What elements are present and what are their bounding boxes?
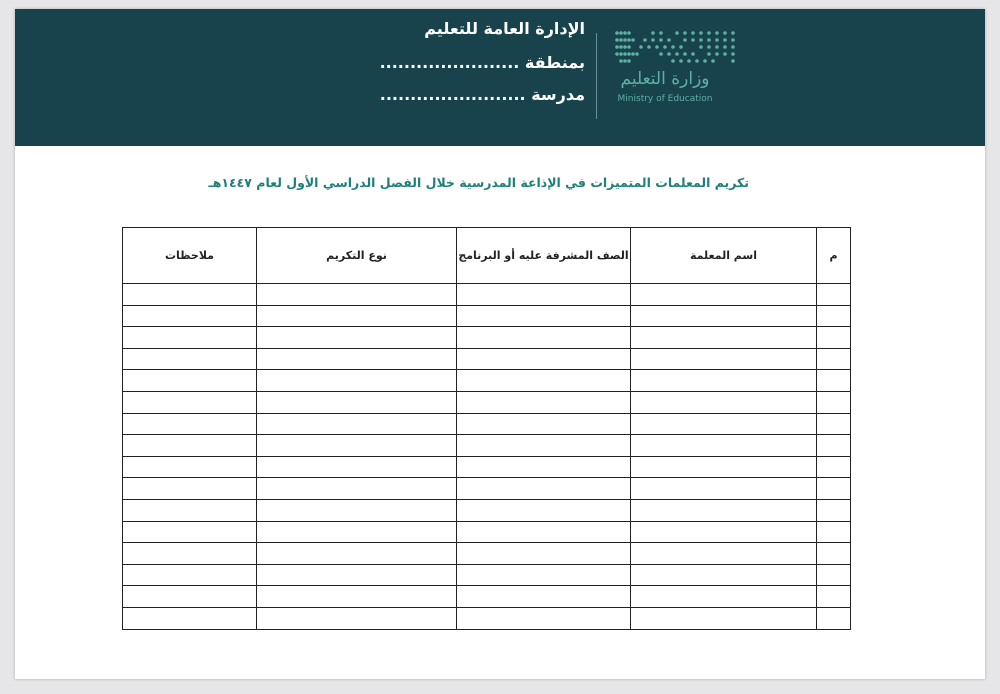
table-cell[interactable] — [817, 413, 851, 435]
table-cell[interactable] — [257, 499, 457, 521]
table-cell[interactable] — [257, 370, 457, 392]
table-row — [123, 391, 851, 413]
table-cell[interactable] — [257, 543, 457, 565]
table-cell[interactable] — [631, 284, 817, 306]
table-cell[interactable] — [457, 435, 631, 457]
table-cell[interactable] — [457, 391, 631, 413]
table-cell[interactable] — [631, 478, 817, 500]
table-row — [123, 370, 851, 392]
table-row — [123, 499, 851, 521]
header-teacher-name: اسم المعلمة — [631, 228, 817, 284]
table-cell[interactable] — [123, 607, 257, 629]
table-cell[interactable] — [123, 348, 257, 370]
table-row — [123, 564, 851, 586]
table-cell[interactable] — [817, 521, 851, 543]
table-cell[interactable] — [457, 456, 631, 478]
table-cell[interactable] — [123, 413, 257, 435]
table-cell[interactable] — [817, 391, 851, 413]
table-row — [123, 607, 851, 629]
table-cell[interactable] — [631, 456, 817, 478]
table-cell[interactable] — [257, 284, 457, 306]
table-cell[interactable] — [257, 305, 457, 327]
table-cell[interactable] — [457, 348, 631, 370]
table-cell[interactable] — [257, 391, 457, 413]
table-cell[interactable] — [817, 586, 851, 608]
table-cell[interactable] — [631, 586, 817, 608]
table-cell[interactable] — [123, 284, 257, 306]
table-cell[interactable] — [123, 543, 257, 565]
table-cell[interactable] — [457, 413, 631, 435]
table-cell[interactable] — [631, 521, 817, 543]
table-cell[interactable] — [123, 391, 257, 413]
table-cell[interactable] — [817, 543, 851, 565]
table-cell[interactable] — [123, 499, 257, 521]
table-cell[interactable] — [257, 478, 457, 500]
logo-english-text: Ministry of Education — [617, 94, 713, 104]
honor-table — [122, 227, 851, 630]
table-cell[interactable] — [817, 478, 851, 500]
table-cell[interactable] — [123, 435, 257, 457]
table-cell[interactable] — [457, 370, 631, 392]
table-cell[interactable] — [123, 305, 257, 327]
table-cell[interactable] — [457, 499, 631, 521]
table-cell[interactable] — [457, 607, 631, 629]
table-header-row — [123, 228, 851, 284]
table-row — [123, 456, 851, 478]
table-cell[interactable] — [123, 478, 257, 500]
admin-line-3: مدرسة ........................ — [379, 85, 585, 104]
header-divider — [596, 33, 597, 119]
table-cell[interactable] — [631, 370, 817, 392]
table-cell[interactable] — [631, 607, 817, 629]
table-cell[interactable] — [457, 284, 631, 306]
header-banner — [15, 9, 985, 146]
table-cell[interactable] — [817, 499, 851, 521]
table-cell[interactable] — [457, 478, 631, 500]
table-cell[interactable] — [123, 564, 257, 586]
table-cell[interactable] — [123, 521, 257, 543]
table-cell[interactable] — [257, 327, 457, 349]
table-cell[interactable] — [817, 456, 851, 478]
table-cell[interactable] — [631, 413, 817, 435]
table-cell[interactable] — [631, 499, 817, 521]
table-cell[interactable] — [257, 456, 457, 478]
table-cell[interactable] — [123, 370, 257, 392]
table-row — [123, 586, 851, 608]
table-row — [123, 413, 851, 435]
table-cell[interactable] — [631, 327, 817, 349]
header-honor-type: نوع التكريم — [257, 228, 457, 284]
table-row — [123, 348, 851, 370]
table-cell[interactable] — [257, 607, 457, 629]
table-cell[interactable] — [123, 586, 257, 608]
document-title: تكريم المعلمات المتميزات في الإذاعة المدرسية خلال الفصل الدراسي الأول لعام ١٤٤٧هـ — [208, 175, 749, 190]
table-cell[interactable] — [817, 370, 851, 392]
table-cell[interactable] — [817, 564, 851, 586]
table-cell[interactable] — [123, 456, 257, 478]
table-cell[interactable] — [817, 348, 851, 370]
table-cell[interactable] — [257, 348, 457, 370]
table-row — [123, 435, 851, 457]
table-row — [123, 284, 851, 306]
document-page — [15, 9, 985, 679]
table-row — [123, 543, 851, 565]
table-cell[interactable] — [817, 284, 851, 306]
table-cell[interactable] — [817, 327, 851, 349]
table-cell[interactable] — [631, 305, 817, 327]
table-cell[interactable] — [457, 305, 631, 327]
table-cell[interactable] — [123, 327, 257, 349]
table-row — [123, 305, 851, 327]
table-cell[interactable] — [457, 543, 631, 565]
admin-line-1: الإدارة العامة للتعليم — [424, 19, 585, 38]
table-row — [123, 478, 851, 500]
table-cell[interactable] — [631, 564, 817, 586]
table-cell[interactable] — [457, 586, 631, 608]
table-cell[interactable] — [257, 586, 457, 608]
table-row — [123, 327, 851, 349]
table-cell[interactable] — [257, 413, 457, 435]
table-cell[interactable] — [631, 348, 817, 370]
header-class-program: الصف المشرفة عليه أو البرنامج — [457, 228, 631, 284]
table-cell[interactable] — [631, 435, 817, 457]
logo-arabic-text: وزارة التعليم — [620, 69, 710, 89]
table-cell[interactable] — [257, 564, 457, 586]
header-number: م — [817, 228, 851, 284]
table-cell[interactable] — [817, 305, 851, 327]
table-cell[interactable] — [257, 521, 457, 543]
admin-line-2: بمنطقة ....................... — [379, 53, 585, 72]
table-cell[interactable] — [457, 564, 631, 586]
table-cell[interactable] — [631, 391, 817, 413]
table-cell[interactable] — [457, 521, 631, 543]
table-cell[interactable] — [457, 327, 631, 349]
table-cell[interactable] — [631, 543, 817, 565]
table-cell[interactable] — [817, 607, 851, 629]
table-cell[interactable] — [257, 435, 457, 457]
table-cell[interactable] — [817, 435, 851, 457]
header-notes: ملاحظات — [123, 228, 257, 284]
table-row — [123, 521, 851, 543]
